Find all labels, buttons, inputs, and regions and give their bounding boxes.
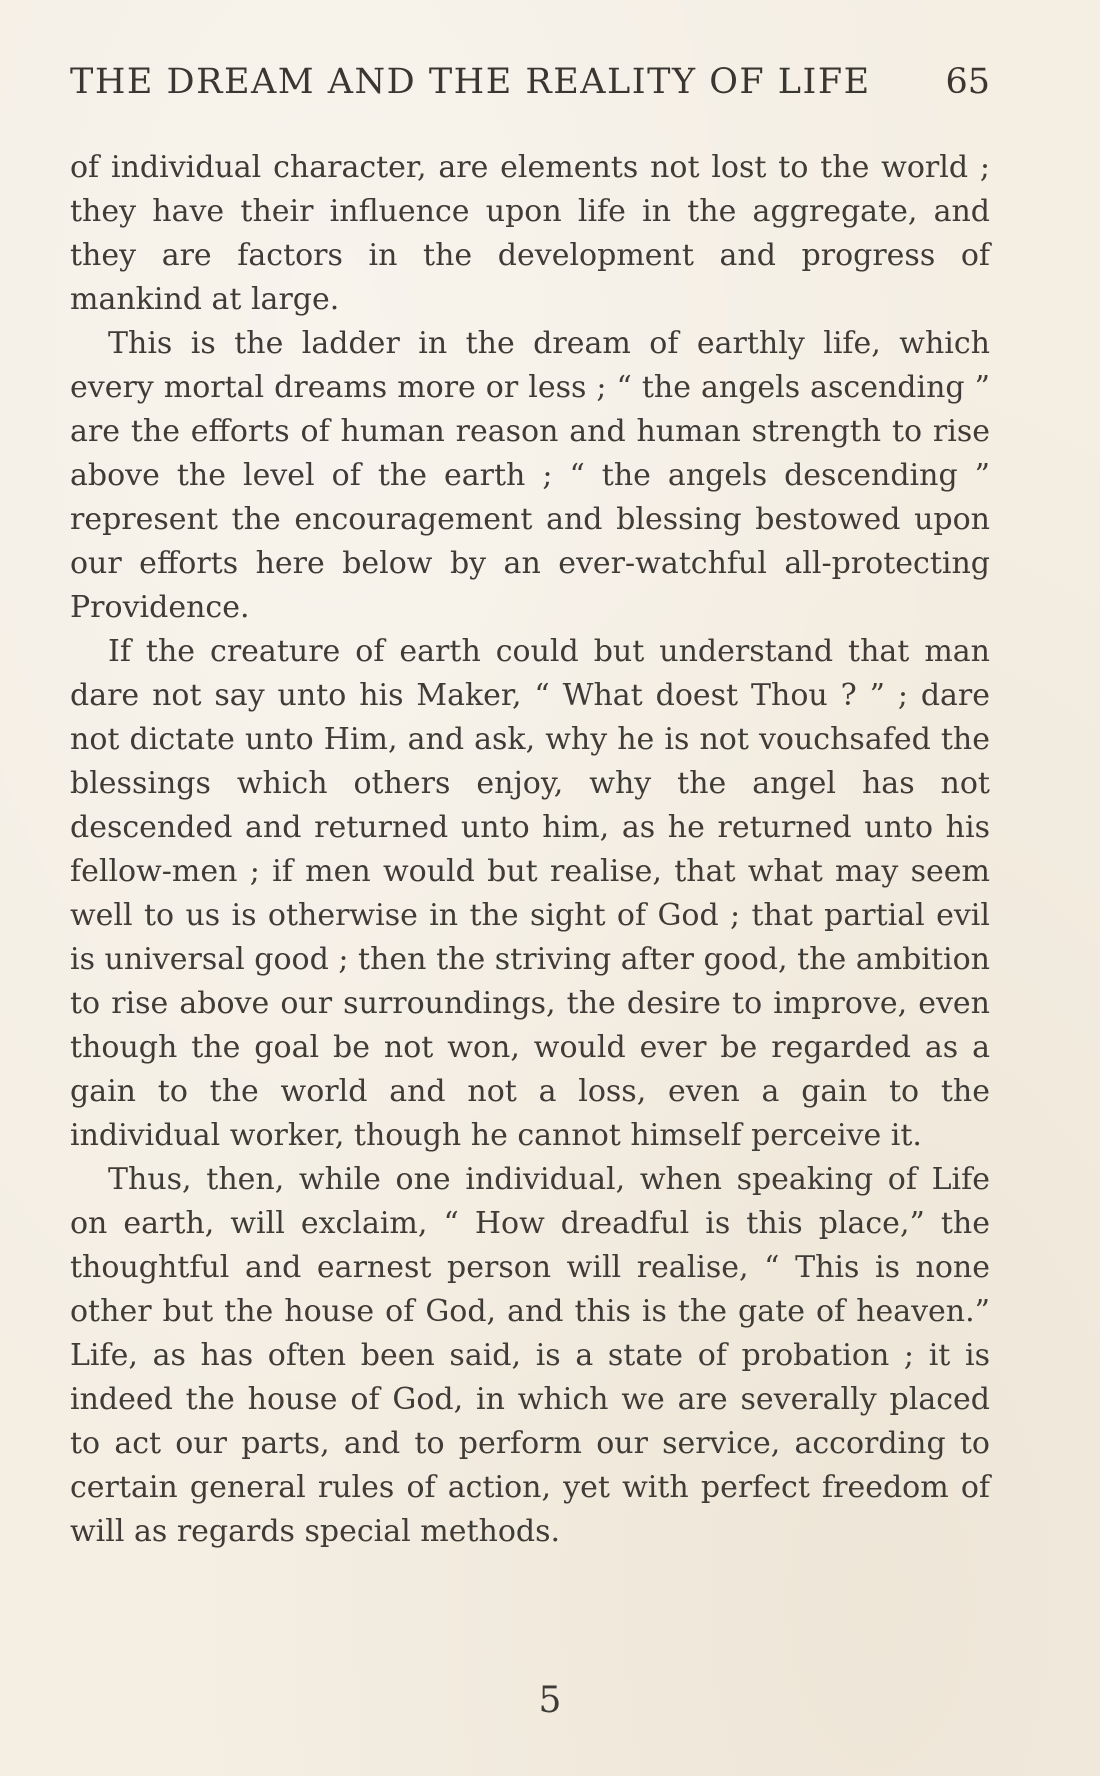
paragraph-creature-of-earth: If the creature of earth could but understand that man dare not say unto his Maker, “ What doest Thou ? ” ; dare not dictate unto Him, and ask, why he is not vouchsafed the blessings which others enjoy, why the angel has not descended and returned unto him, as he returned unto his fellow-men ; if men would but realise, that what may seem well to us is otherwise in the sight of God ; that partial evil is universal good ; then the striving after good, the ambition to rise above our surroundings, the desire to improve, even though the goal be not won, would ever be regarded as a gain to the world and not a loss, even a gain to the individual worker, though he cannot himself perceive it.: [70, 634, 990, 1153]
signature-mark: 5: [538, 1680, 562, 1721]
paragraph-continued: of individual character, are elements not lost to the world ; they have their influence upon life in the aggregate, and they are factors in the development and progress of mankind at large.: [70, 150, 990, 317]
paragraph-ladder: This is the ladder in the dream of earthly life, which every mortal dreams more or less ; “ the angels ascending ” are the efforts of human reason and human strength to rise above the level of the earth ; “ the angels descending ” represent the encouragement and blessing bestowed upon our efforts here below by an ever-watchful all-protecting Providence.: [70, 326, 990, 625]
running-title: THE DREAM AND THE REALITY OF LIFE: [70, 62, 871, 102]
running-head: [70, 62, 990, 112]
paragraph-house-of-god: Thus, then, while one individual, when speaking of Life on earth, will exclaim, “ How dreadful is this place,” the thoughtful and earnest person will realise, “ This is none other but the house of God, and this is the gate of heaven.” Life, as has often been said, is a state of probation ; it is indeed the house of God, in which we are severally placed to act our parts, and to perform our service, according to certain general rules of action, yet with perfect freedom of will as regards special methods.: [70, 1162, 990, 1549]
page-number: 65: [945, 62, 990, 102]
body-text: [70, 146, 990, 1554]
